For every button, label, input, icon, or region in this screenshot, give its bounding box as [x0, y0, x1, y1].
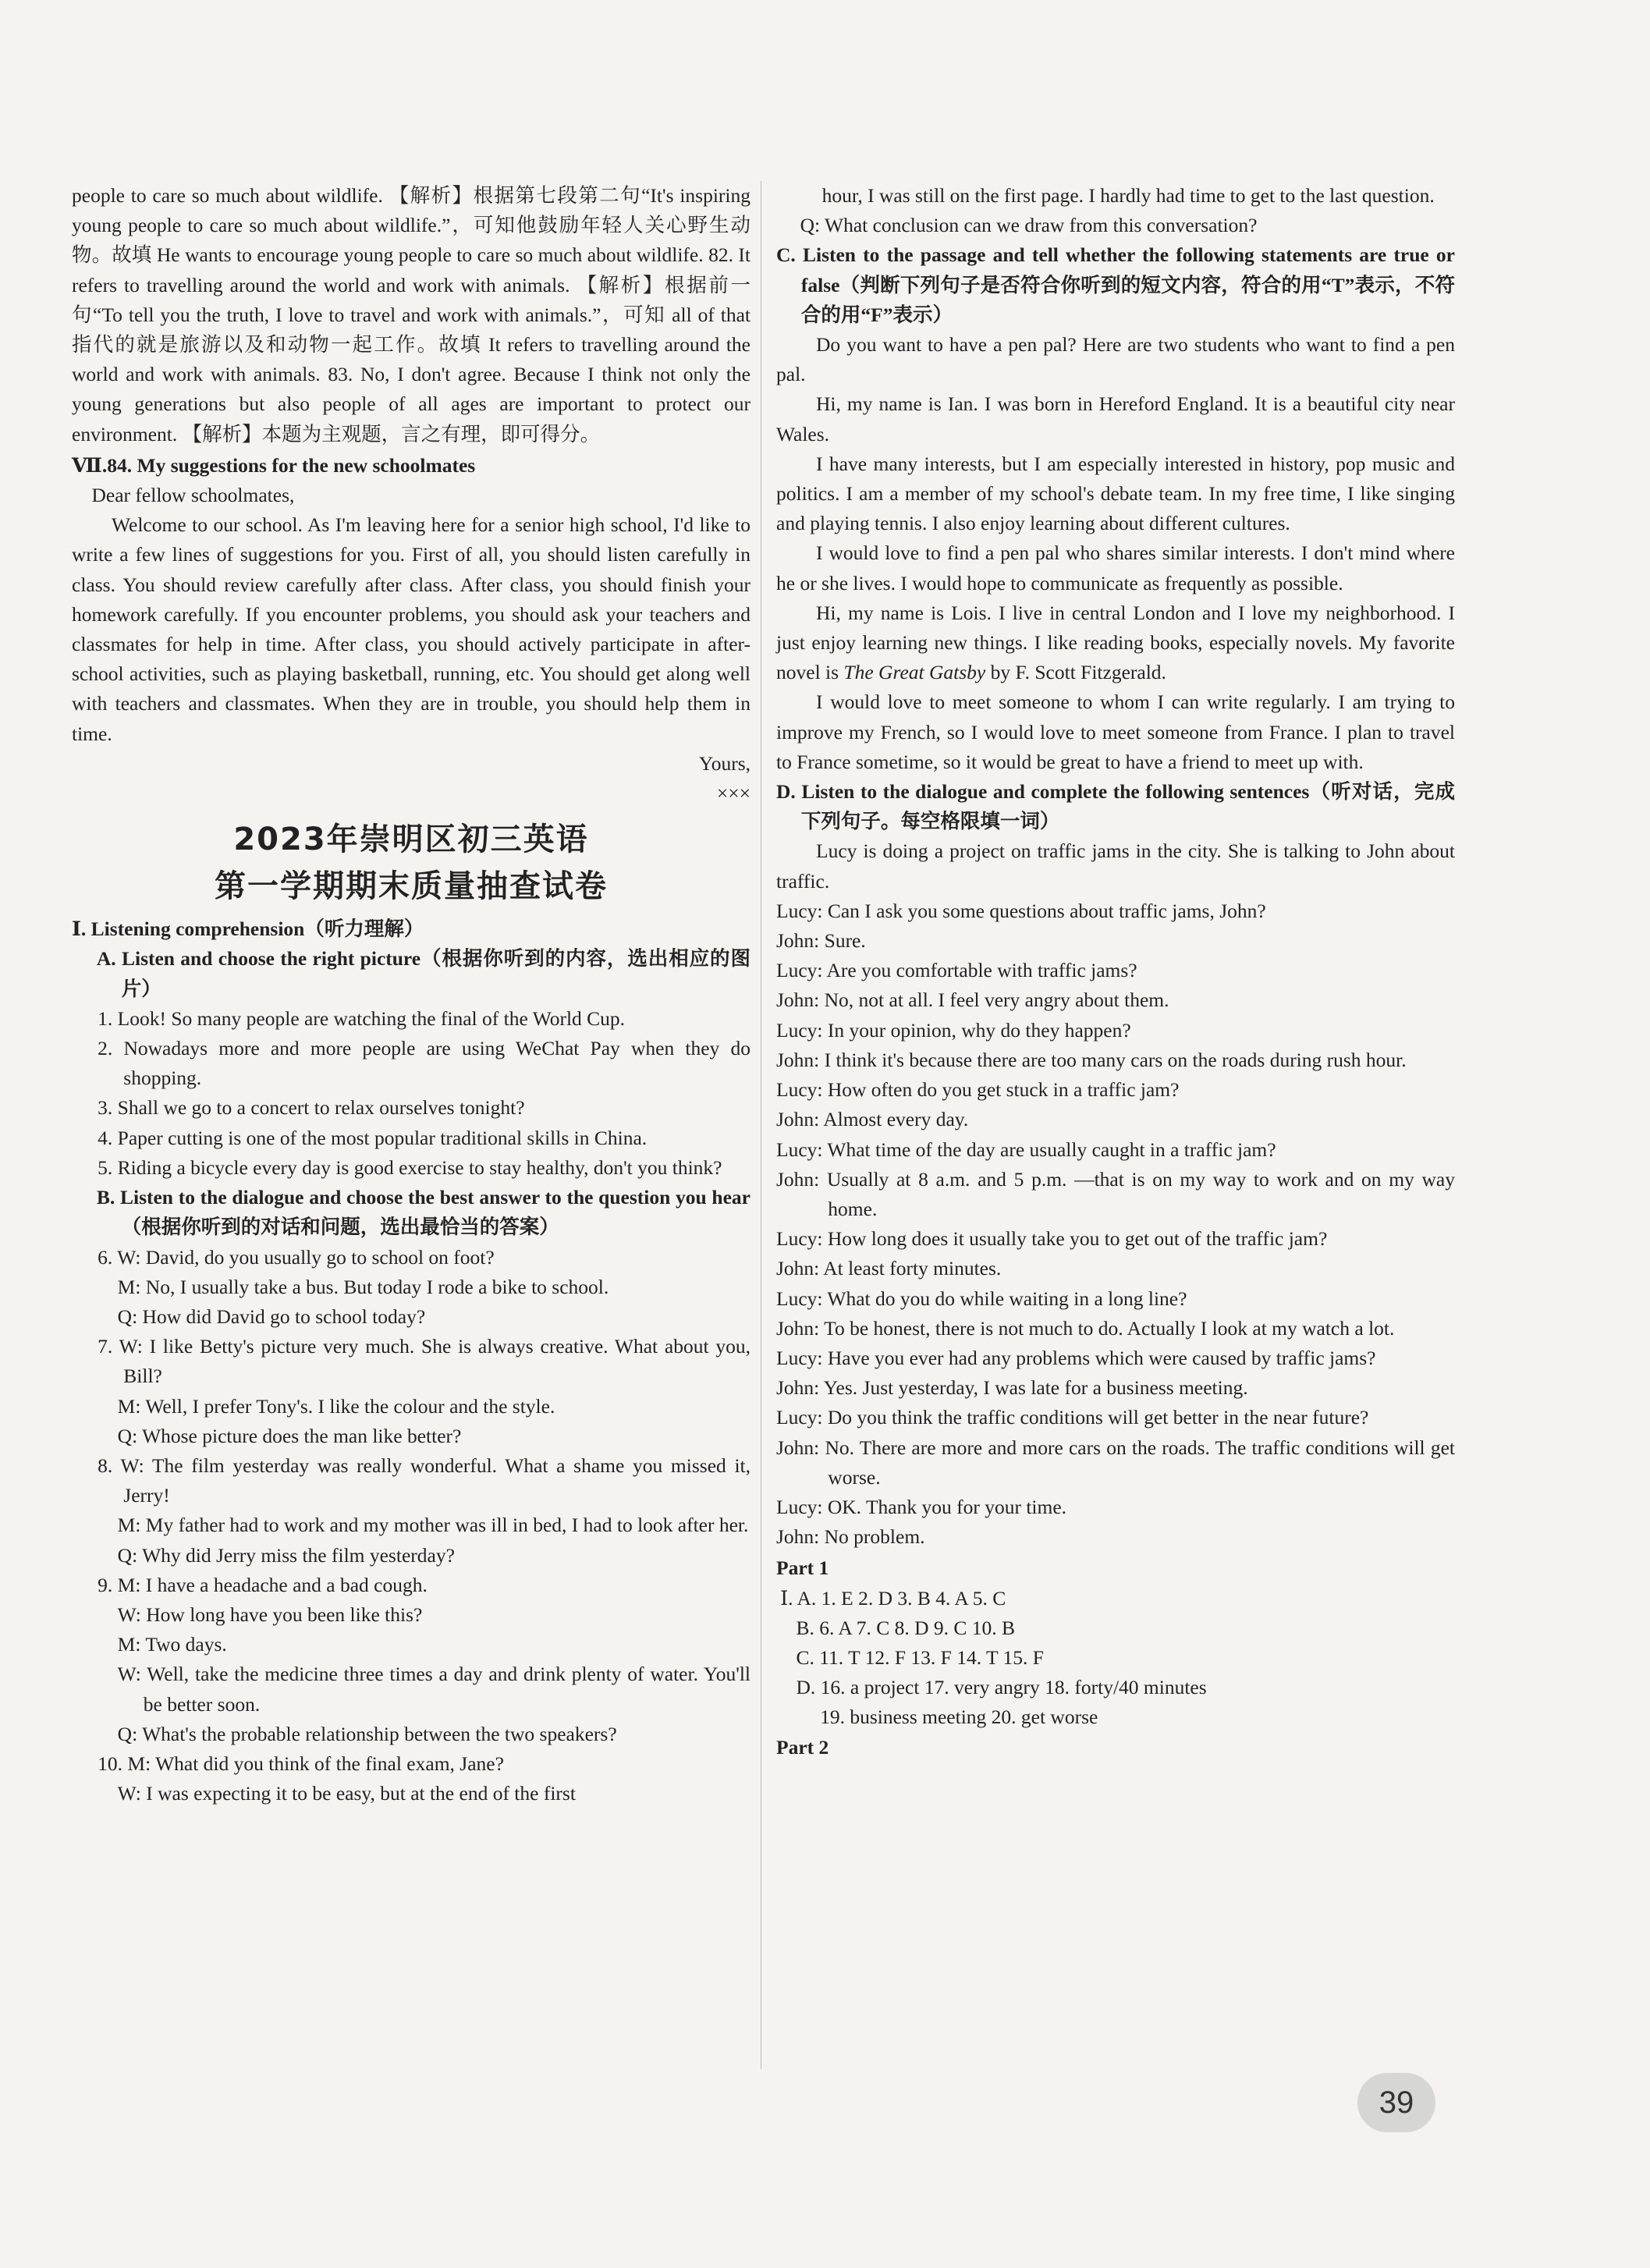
section-heading-d: D. Listen to the dialogue and complete the following sentences（听对话，完成下列句子。每空格限填一词）: [776, 780, 1455, 833]
answer-line: Ⅰ. A. 1. E 2. D 3. B 4. A 5. C: [780, 1586, 1006, 1610]
dialogue-line: John: No. There are more and more cars on the roads. The traffic conditions will get worse.: [776, 1436, 1455, 1489]
dialogue-line: W: How long have you been like this?: [117, 1603, 423, 1626]
dialogue-line: Lucy: What time of the day are usually caught in a traffic jam?: [776, 1138, 1276, 1161]
passage-paragraph: I would love to find a pen pal who shares similar interests. I don't mind where he or she lives. I would hope to communicate as frequently as possible.: [776, 541, 1455, 595]
dialogue-line: John: No, not at all. I feel very angry about them.: [776, 988, 1169, 1012]
passage-text: by F. Scott Fitzgerald.: [990, 661, 1166, 684]
exam-title-line2: 第一学期期末质量抽查试卷: [215, 868, 608, 905]
dialogue-line: Q: Whose picture does the man like better?: [117, 1424, 462, 1447]
dialogue-line: Q: How did David go to school today?: [117, 1304, 426, 1328]
dialogue-line: M: Well, I prefer Tony's. I like the colour and the style.: [117, 1394, 555, 1418]
dialogue-line: John: Yes. Just yesterday, I was late for a business meeting.: [776, 1376, 1248, 1400]
dialogue-intro: Lucy is doing a project on traffic jams in the city. She is talking to John about traffic.: [776, 839, 1455, 893]
dialogue-line: M: My father had to work and my mother was ill in bed, I had to look after her.: [117, 1514, 749, 1537]
essay-body: Welcome to our school. As I'm leaving here for a senior high school, I'd like to write a few lines of suggestions for you. First of all, you should listen carefully in class. You should review carefully after class. After class, you should finish your homework carefully. If you encounter problems, you should ask your teachers and classmates for help in time. After class, you should actively participate in after-school activities, such as playing basketball, running, etc. You should get along well with teachers and classmates. When they are in trouble, you should help them in time.: [72, 513, 750, 745]
list-item: 4. Paper cutting is one of the most popular traditional skills in China.: [98, 1126, 648, 1149]
dialogue-continuation: hour, I was still on the first page. I hardly had time to get to the last question.: [821, 184, 1435, 207]
exam-title: [72, 816, 750, 910]
novel-title: The Great Gatsby: [843, 661, 986, 684]
dialogue-line: Lucy: Can I ask you some questions about traffic jams, John?: [776, 899, 1266, 922]
dialogue-line: 10. M: What did you think of the final exam, Jane?: [98, 1752, 504, 1775]
dialogue-line: 6. W: David, do you usually go to school on foot?: [98, 1245, 495, 1269]
answer-line: 19. business meeting 20. get worse: [820, 1705, 1098, 1729]
dialogue-line: John: Sure.: [776, 929, 866, 953]
dialogue-line: Lucy: How often do you get stuck in a traffic jam?: [776, 1078, 1180, 1102]
page-number: 39: [1357, 2073, 1435, 2132]
list-item: 2. Nowadays more and more people are using WeChat Pay when they do shopping.: [98, 1037, 750, 1090]
section-heading-a: A. Listen and choose the right picture（根据你听到的内容，选出相应的图片）: [96, 947, 750, 1000]
dialogue-line: Lucy: Do you think the traffic conditions will get better in the near future?: [776, 1406, 1369, 1429]
answer-line: C. 11. T 12. F 13. F 14. T 15. F: [796, 1645, 1044, 1669]
dialogue-line: Q: Why did Jerry miss the film yesterday?: [117, 1543, 455, 1567]
dialogue-line: Lucy: Are you comfortable with traffic jams?: [776, 959, 1137, 982]
dialogue-line: 8. W: The film yesterday was really wonderful. What a shame you missed it, Jerry!: [98, 1453, 750, 1507]
passage-paragraph: Do you want to have a pen pal? Here are two students who want to find a pen pal.: [776, 333, 1455, 386]
dialogue-line: M: Two days.: [117, 1633, 227, 1656]
dialogue-line: John: At least forty minutes.: [776, 1257, 1002, 1280]
exam-title-line1: 2023年崇明区初三英语: [233, 822, 589, 858]
dialogue-line: 9. M: I have a headache and a bad cough.: [98, 1573, 428, 1596]
dialogue-line: Lucy: OK. Thank you for your time.: [776, 1495, 1067, 1518]
dialogue-line: Lucy: In your opinion, why do they happen?: [776, 1018, 1131, 1042]
passage-text: Hi, my name is Lois. I live in central London and I love my neighborhood. I just enjoy learning new things. I like reading books, especially novels. My favorite novel is: [776, 601, 1455, 684]
passage-paragraph: Hi, my name is Ian. I was born in Hereford England. It is a beautiful city near Wales.: [776, 392, 1455, 445]
passage-paragraph: I have many interests, but I am especially interested in history, pop music and politics. I am a member of my school's debate team. In my free time, I like singing and playing tennis. I also enjoy learning about different cultures.: [776, 452, 1455, 535]
dialogue-line: Lucy: Have you ever had any problems which were caused by traffic jams?: [776, 1346, 1376, 1369]
dialogue-line: M: No, I usually take a bus. But today I rode a bike to school.: [117, 1275, 609, 1298]
left-column: [72, 181, 750, 1808]
section-heading-c: C. Listen to the passage and tell whether the following statements are true or false（判断下列句子是否符合你听到的短文内容，符合的用“T”表示，不符合的用“F”表示）: [776, 243, 1455, 326]
answer-explanation: people to care so much about wildlife. 【解析】根据第七段第二句“It's inspiring young people to care so much about wildlife.”，可知他鼓励年轻人关心野生动物。故填 He wants to encourage young people to care so much about wildlife. 82. It refers to travelling around the world and work with animals. 【解析】根据前一句“To tell you the truth, I love to travel and work with animals.”，可知 all of that 指代的就是旅游以及和动物一起工作。故填 It refers to travelling around the world and work with animals. 83. No, I don't agree. Because I think not only the young generations but also people of all ages are important to protect our environment. 【解析】本题为主观题，言之有理，即可得分。: [72, 184, 750, 445]
dialogue-line: John: Usually at 8 a.m. and 5 p.m. —that is on my way to work and on my way home.: [776, 1167, 1455, 1220]
dialogue-line: W: I was expecting it to be easy, but at the end of the first: [117, 1782, 576, 1805]
part-heading: Part 1: [776, 1556, 829, 1580]
dialogue-line: W: Well, take the medicine three times a day and drink plenty of water. You'll be better soon.: [117, 1663, 750, 1716]
answer-line: B. 6. A 7. C 8. D 9. C 10. B: [796, 1616, 1016, 1639]
dialogue-line: John: Almost every day.: [776, 1108, 969, 1131]
passage-paragraph: [776, 598, 1455, 688]
essay-signature: ×××: [716, 782, 750, 805]
answer-line: D. 16. a project 17. very angry 18. forty/40 minutes: [796, 1676, 1207, 1699]
section-heading-b: B. Listen to the dialogue and choose the best answer to the question you hear（根据你听到的对话和问题，选出最恰当的答案）: [96, 1186, 750, 1239]
list-item: 5. Riding a bicycle every day is good exercise to stay healthy, don't you think?: [98, 1155, 722, 1179]
essay-heading: Ⅶ.84. My suggestions for the new schoolmates: [72, 453, 476, 477]
list-item: 1. Look! So many people are watching the final of the World Cup.: [98, 1006, 626, 1030]
section-heading-listening: Ⅰ. Listening comprehension（听力理解）: [72, 917, 424, 941]
list-item: 3. Shall we go to a concert to relax ourselves tonight?: [98, 1096, 525, 1120]
dialogue-line: John: I think it's because there are too many cars on the roads during rush hour.: [776, 1048, 1407, 1071]
right-column: [776, 181, 1455, 1762]
dialogue-line: Lucy: What do you do while waiting in a long line?: [776, 1287, 1187, 1310]
dialogue-question: Q: What conclusion can we draw from this conversation?: [800, 214, 1258, 237]
dialogue-line: John: To be honest, there is not much to do. Actually I look at my watch a lot.: [776, 1316, 1395, 1340]
part-heading: Part 2: [776, 1735, 829, 1759]
essay-salutation: Dear fellow schoolmates,: [91, 484, 295, 507]
passage-paragraph: I would love to meet someone to whom I can write regularly. I am trying to improve my French, so I would love to meet someone from France. I plan to travel to France sometime, so it would be great to have a friend to meet up with.: [776, 690, 1455, 773]
dialogue-line: John: No problem.: [776, 1525, 925, 1549]
dialogue-line: 7. W: I like Betty's picture very much. She is always creative. What about you, Bill?: [98, 1335, 750, 1388]
dialogue-line: Q: What's the probable relationship between the two speakers?: [117, 1722, 617, 1745]
dialogue-line: Lucy: How long does it usually take you to get out of the traffic jam?: [776, 1227, 1328, 1251]
essay-closing: Yours,: [698, 751, 750, 775]
